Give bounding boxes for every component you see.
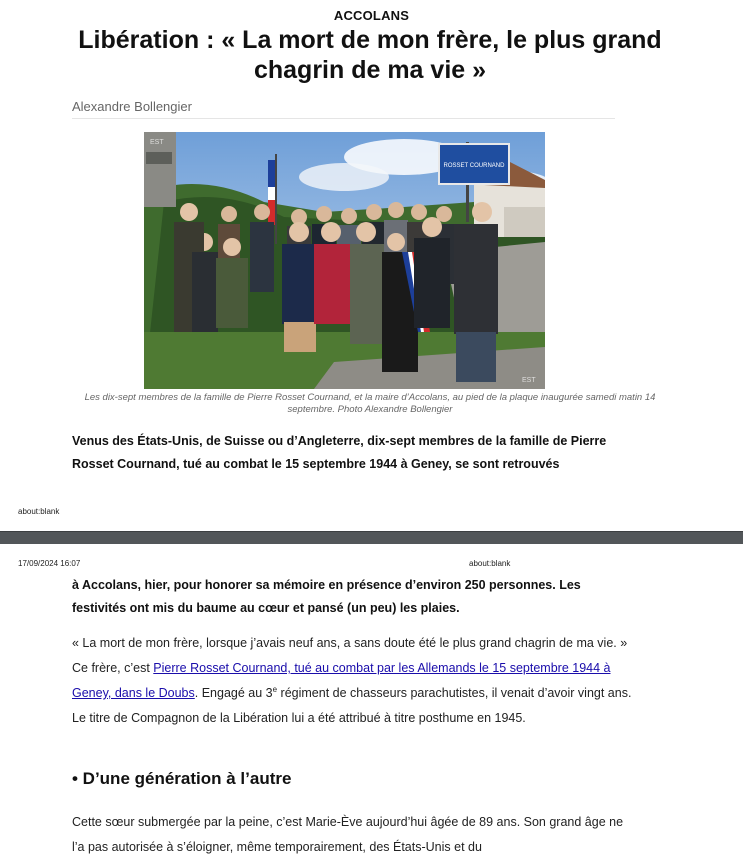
plaque-text: ROSSET COURNAND (443, 163, 505, 169)
paragraph-text: « La mort de mon frère, lorsque j’avais neuf ans, a sans doute été le plus grand chagrin de ma vie. » Ce frère, c’est (72, 636, 628, 675)
article-paragraph (72, 631, 632, 731)
article-link[interactable]: Pierre Rosset Cournand, tué au combat par les Allemands le 15 septembre 1944 à Geney, dans le Doubs (72, 661, 611, 700)
paragraph-text: régiment de chasseurs parachutistes, il venait d’avoir vingt ans. Le titre de Compagnon de la Libération lui a été attribué à titre posthume en 1945. (72, 686, 632, 725)
article-title: Libération : « La mort de mon frère, le plus grand chagrin de ma vie » (78, 26, 662, 84)
photo-watermark-right: EST (522, 377, 536, 384)
author-name[interactable]: Alexandre Bollengier (72, 99, 192, 114)
article-lead-continued: à Accolans, hier, pour honorer sa mémoire en présence d’environ 250 personnes. Les festivités ont mis du baume au cœur et pansé (un peu) les plaies. (72, 578, 581, 615)
paragraph-text: . Engagé au 3 (194, 686, 273, 700)
article-lead: Venus des États-Unis, de Suisse ou d’Angleterre, dix-sept membres de la famille de Pierre Rosset Cournand, tué au combat le 15 septembre 1944 à Geney, se sont retrouvés (72, 434, 607, 471)
section-subheading: • D’une génération à l’autre (72, 769, 292, 788)
ordinal-superscript: e (272, 684, 278, 694)
photo-caption: Les dix-sept membres de la famille de Pierre Rosset Cournand, et la maire d’Accolans, au pied de la plaque inaugurée samedi matin 14 septembre. Photo Alexandre Bollengier (84, 392, 656, 415)
article-photo (144, 132, 545, 389)
article-paragraph: Cette sœur submergée par la peine, c’est Marie-Ève aujourd’hui âgée de 89 ans. Son grand âge ne l’a pas autorisée à s’éloigner, même temporairement, des États-Unis et du (72, 815, 624, 854)
print-footer-url: about:blank (18, 507, 60, 516)
page-break (0, 531, 743, 544)
print-header-url: about:blank (469, 559, 511, 568)
author-divider (72, 118, 615, 119)
print-header-date: 17/09/2024 16:07 (18, 559, 81, 568)
section-label: ACCOLANS (333, 8, 410, 23)
photo-watermark-left: EST (150, 139, 164, 146)
